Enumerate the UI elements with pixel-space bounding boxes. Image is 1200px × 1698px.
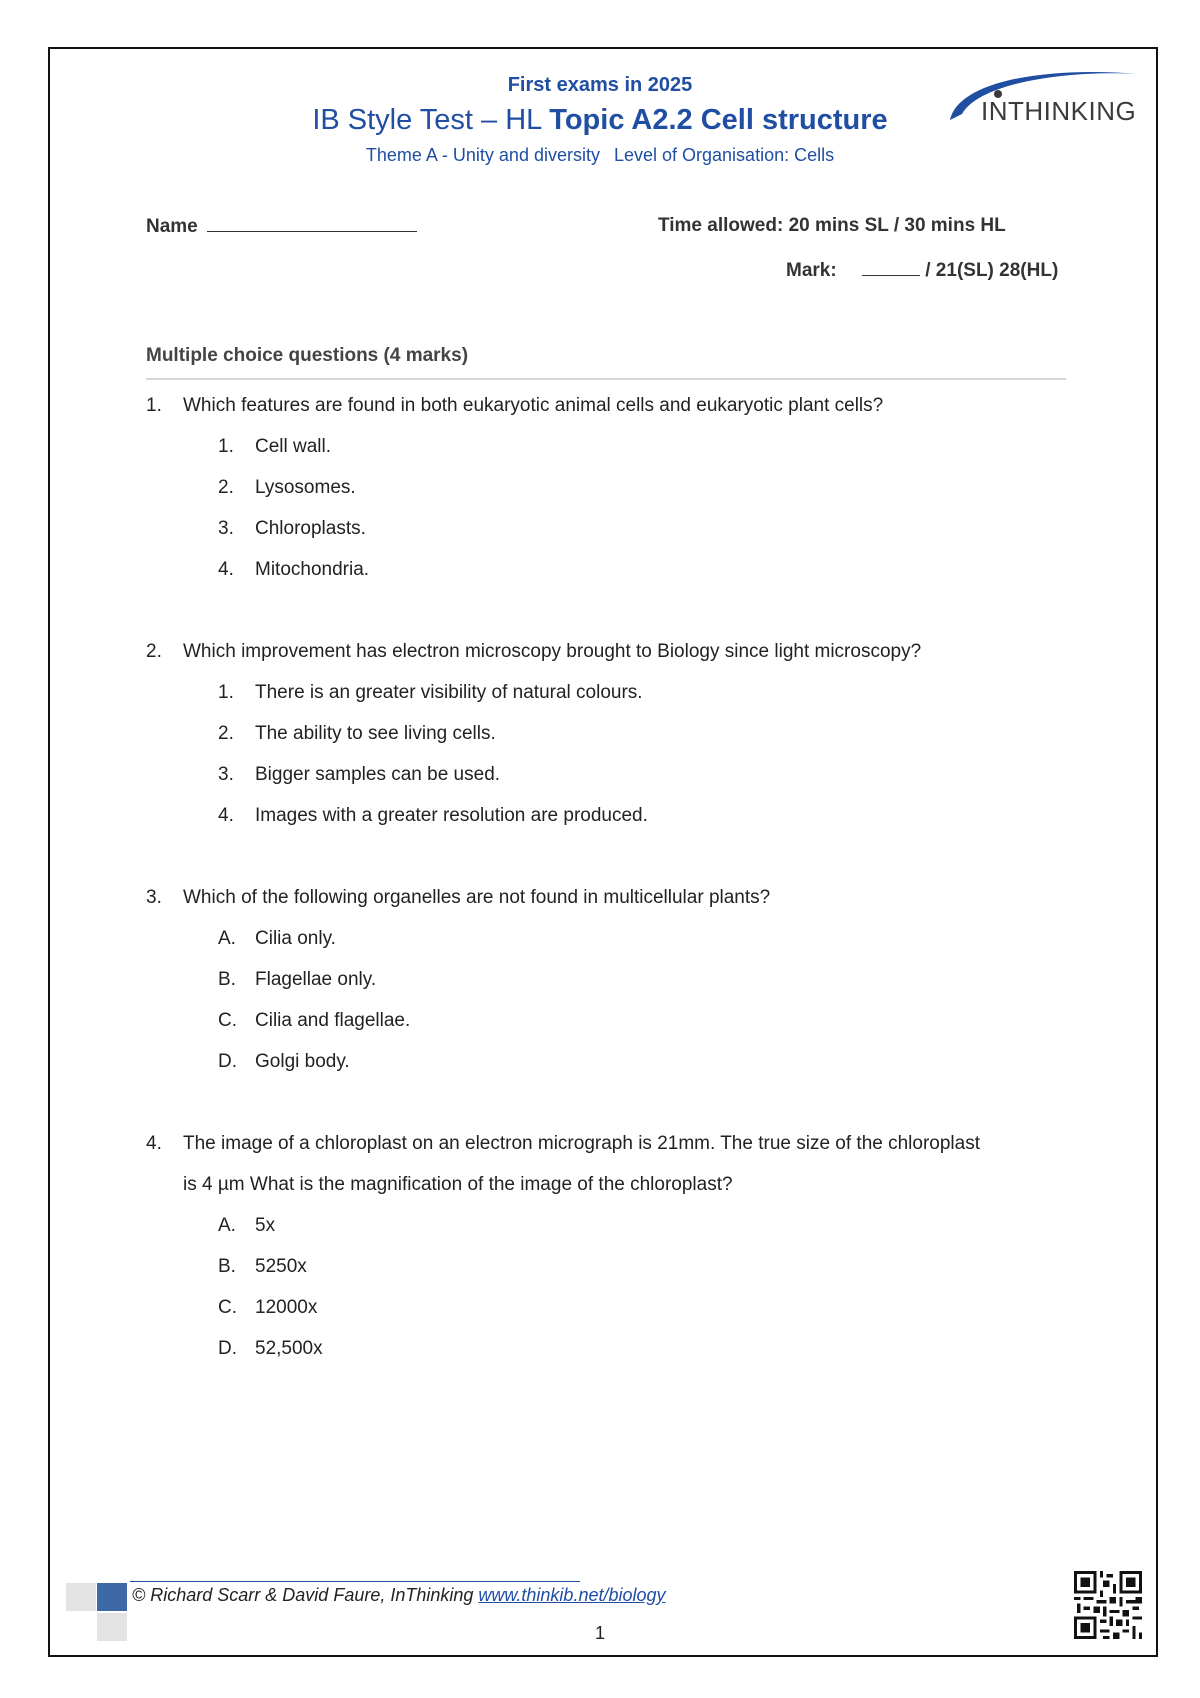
option-number: C. [218,1297,237,1318]
option-text[interactable]: Cell wall. [255,436,332,457]
mark-field[interactable] [862,259,920,276]
question-number: 1. [146,395,162,416]
question-number: 2. [146,641,162,662]
copyright-text: © Richard Scarr & David Faure, InThinking [132,1585,479,1605]
option-text[interactable]: The ability to see living cells. [255,723,496,744]
option-text[interactable]: 52,500x [255,1338,323,1359]
footer-square-grey [66,1583,96,1611]
level-label: Level of Organisation: Cells [613,145,835,165]
footer-link[interactable]: www.thinkib.net/biology [478,1585,666,1605]
question-text: Which improvement has electron microscopy brought to Biology since light microscopy? [183,641,922,662]
option-number: A. [218,928,236,949]
option-text[interactable]: Bigger samples can be used. [255,764,501,785]
mark-row [786,259,1058,282]
footer-copyright [132,1585,666,1606]
section-divider [146,378,1066,380]
footer-rule [130,1581,580,1582]
option-text[interactable]: Lysosomes. [255,477,356,498]
first-exams-label: First exams in 2025 [507,74,693,96]
option-number: C. [218,1010,237,1031]
option-number: 1. [218,682,234,703]
question-text: Which of the following organelles are not found in multicellular plants? [183,887,771,908]
option-number: D. [218,1051,237,1072]
option-number: 2. [218,477,234,498]
option-text[interactable]: 12000x [255,1297,318,1318]
title-topic: Topic A2.2 Cell structure [549,104,888,136]
option-text[interactable]: Flagellae only. [255,969,377,990]
mark-total: / 21(SL) 28(HL) [925,260,1059,281]
option-number: A. [218,1215,236,1236]
option-number: 3. [218,764,234,785]
footer-square-blue [97,1583,127,1611]
option-number: 1. [218,436,234,457]
qr-code-icon [1074,1571,1142,1639]
question-number: 3. [146,887,162,908]
question-text: The image of a chloroplast on an electron micrograph is 21mm. The true size of the chloroplast [183,1133,980,1154]
page-border [48,47,1158,1657]
option-number: 4. [218,805,234,826]
option-text[interactable]: Cilia and flagellae. [255,1010,411,1031]
option-text[interactable]: There is an greater visibility of natural colours. [255,682,643,703]
option-number: 3. [218,518,234,539]
option-text[interactable]: Mitochondria. [255,559,370,580]
option-number: 2. [218,723,234,744]
option-text[interactable]: Images with a greater resolution are produced. [255,805,648,826]
option-number: D. [218,1338,237,1359]
question-text-continued: is 4 µm What is the magnification of the image of the chloroplast? [183,1174,733,1195]
question-number: 4. [146,1133,162,1154]
theme-label: Theme A - Unity and diversity [365,145,600,165]
name-row [146,215,417,238]
option-text[interactable]: Chloroplasts. [255,518,366,539]
name-field[interactable] [207,215,417,232]
option-text[interactable]: Cilia only. [255,928,336,949]
mark-label: Mark: [786,260,837,281]
option-text[interactable]: Golgi body. [255,1051,350,1072]
page-number: 1 [594,1623,605,1643]
question-text: Which features are found in both eukaryotic animal cells and eukaryotic plant cells? [183,395,884,416]
section-title: Multiple choice questions (4 marks) [146,345,469,366]
option-number: 4. [218,559,234,580]
subtitle [0,145,1200,166]
time-allowed: Time allowed: 20 mins SL / 30 mins HL [658,215,1006,236]
logo-text: INTHINKING [981,96,1137,126]
title-prefix: IB Style Test – HL [312,104,550,136]
name-label: Name [146,216,198,237]
option-text[interactable]: 5x [255,1215,276,1236]
option-text[interactable]: 5250x [255,1256,307,1277]
option-number: B. [218,1256,236,1277]
option-number: B. [218,969,236,990]
